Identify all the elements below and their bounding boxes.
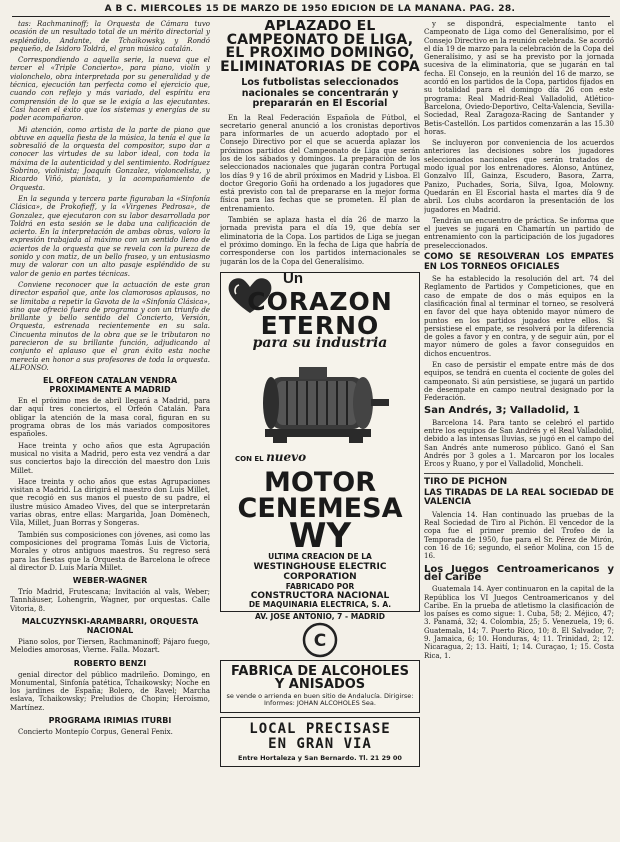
football-continued-paragraph: y se dispondrá, especialmente tanto el Campeonato de Liga como del Generalísimo, por el Consejo Directivo en la reunión celebrada. Se acordó el día 19 de marzo para la celebración de la Copa del Generalísimo, y así se ha previsto por la jornada sucesiva de la eliminatoria, que se jugarán en tal fecha. El Consejo, en la reunión del 16 de marzo, se acordó en los partidos de la Copa, partidos fijados en su totalidad para el domingo día 26 con este programa: Real Madrid-Real Valladolid, Atlético-Barcelona, Oviedo-Deportivo, Celta-Valencia, Sevilla-Sociedad, Real Zaragoza-Racing de Santander y Betis-Castellón. Los partidos comenzarán a las 15.30 horas. (424, 20, 614, 136)
juegos-paragraph: Guatemala 14. Ayer continuaron en la capital de la República los VI Juegos Centroamericanos y del Caribe. En la prueba de atletismo la clasificación de los países es como sigue: 1. Cuba, 58; 2. Méjico, 47; 3. Panamá, 32; 4. Colombia, 25; 5. Venezuela, 19; 6. Guatemala, 14; 7. Puerto Rico, 10; 8. El Salvador, 7; 9. Jamaica, 6; 10. Honduras, 4; 11. Trinidad, 2; 12. Nicaragua, 2; 13. Haití, 1; 14. Curaçao, 1; 15. Costa Rica, 1. (424, 585, 614, 660)
ad-con-el (235, 449, 307, 464)
review-paragraph: Conviene reconocer que la actuación de este gran director español que, ante los clamorosos aplausos, no se limitaba a repetir la Gavota de la «Sinfonía Clásica», sino que ofreció fuera de programa y con un triunfo de brillante y bello sentido del Concierto, Versión, Orquesta, estrenada recientemente en su sala. Cincuenta minutos de la obra que se le tributaron no parecieron de su brillante función, adjudicando al conjunto el aplauso que el gran éxito esta noche merecía en honor a sus profesores de toda la orquesta. ALFONSO. (10, 280, 210, 372)
ad-word-motor: MOTOR (264, 466, 376, 498)
alcoholes-text: se vende o arrienda en buen sitio de Andalucía. Dirigirse: Informes: JOHAN ALCOHOLES Sea. (226, 691, 414, 708)
column-2 (220, 20, 420, 832)
orfeon-paragraph: También sus composiciones con jóvenes, asi como las composiciones del programa Tomás Luis de Victoria, Morales y otros antiguos maestros. Su regreso será para las fiestas que la Orquesta de Barcelona le ofrece al director D. Luis María Millet. (10, 530, 210, 572)
ad-word-corazon: CORAZON (247, 286, 393, 316)
company-logo-icon (302, 622, 338, 658)
ad-tagline: para su industria (252, 334, 388, 351)
ad-nuevo: nuevo (266, 449, 307, 464)
football-subheadline: Los futbolistas seleccionados nacionales se concentrarán y prepararán en El Escorial (241, 77, 399, 109)
malcuzynski-headline: MALCUZYNSKI-ARAMBARRI, ORQUESTA NACIONAL (21, 617, 199, 635)
empates-headline: COMO SE RESOLVERAN LOS EMPATES EN LOS TORNEOS OFICIALES (424, 252, 614, 272)
ad-con-el-text: CON EL (235, 454, 264, 463)
juegos-headline: Los Juegos Centroamericanos y del Caribe (424, 563, 614, 583)
review-paragraph: tas: Rachmaninoff; la Orquesta de Cámara tuvo ocasión de un resultado total de un mérito directorial y espléndido, Andante, de Tchaikowsky, y Rondó pequeño, de Isidoro Toldrá, el gran músico catalán. (10, 20, 210, 53)
ad-line-5: CONSTRUCTORA NACIONAL (250, 590, 390, 601)
review-paragraph: En la segunda y tercera parte figuraban la «Sinfonía Clásica», de Prokofieff, y la «Virgenes Pedrosa», de Gonzalez, que ejecutaron con su labor desarrollada por Toldrá en esta sesión se le daba una calificación de acierto. En la interpretación de ambas obras, valoro la expresión trabajada al máximo con un sentido lleno de aciertos de la orquesta que se revela con la pureza de sonido y con matiz, de un bello fraseo, y un entusiasmo muy de valorar con un alto pasaje espléndido de su valor de genio en partes técnicas. (10, 194, 210, 278)
ad-line-2: WESTINGHOUSE ELECTRIC (253, 561, 387, 572)
ad-word-cenemesa: CENEMESA (237, 492, 403, 524)
ad-word-wy: WY (288, 515, 352, 556)
column-1 (10, 20, 210, 836)
review-paragraph: Mi atención, como artista de la parte de piano que obtuve en aquella fiesta de la música, la tenía el que la sobresalió de la orquesta del compositor, supo dar a conocer las virtudes de su labor ideal, con toda la máxima de la autenticidad y del sentimiento. Rodríguez Sobrino, violinista; Joaquín Gonzalez, violoncelista, y Ricardo Viñó, pianista, y la acompañamiento de Orquesta. (10, 125, 210, 192)
football-continued-paragraph: Se incluyeron por conveniencia de los acuerdos anteriores las decisiones sobre los jugadores seleccionados nacionales que serán tratados de modo igual por los entrenadores. Alonso, Antúnez, Gonzalvo III, Gainza, Escudero, Basora, Zarra, Panizo, Puchades, Soria, Silva, Igoa, Molowny. Quedarán en El Escorial hasta el martes día 9 de abril. Los clubs acordaron la presentación de los jugadores en Madrid. (424, 139, 614, 214)
football-continued-paragraph: Tendrán un encuentro de práctica. Se informa que el jueves se jugará en Chamartín un partido de entrenamiento con la participación de los jugadores preseleccionados. (424, 216, 614, 250)
empates-paragraph: Se ha establecido la resolución del art. 74 del Reglamento de Partidos y Competiciones, que en caso de empate de dos o más equipos en la clasificación final al terminar el torneo, se resolverá en favor del que haya obtenido mayor número de puntos en los partidos jugados entre ellos. Si persistiese el empate, se resolverá por la diferencia de goles a favor y en contra, y de seguir aún, por el mayor número de goles a favor conseguidos en dichos encuentros. (424, 275, 614, 358)
orfeon-paragraph: En el próximo mes de abril llegará a Madrid, para dar aquí tres conciertos, el Orfeón Catalán. Para obligar la atención de la masa coral, figuran en su programa obras de los más variados compositores españoles. (10, 397, 210, 439)
electric-motor-illustration (253, 359, 393, 445)
football-paragraph: También se aplaza hasta el día 26 de marzo la jornada prevista para el día 19, que debía ser eliminatoria de la Copa. Los partidos de Liga se juegan el próximo domingo. En la fecha de Liga que habría de corresponderse con los partidos internacionales se jugarán los de la Copa del Generalísimo. (220, 216, 420, 266)
tiro-paragraph: Valencia 14. Han continuado las pruebas de la Real Sociedad de Tiro al Pichón. El vencedor de la copa fue el primer premio del Trofeo de la Temporada de 1950, fue para el Sr. Pérez de Mirón, con 16 de 16; segundo, el señor Molina, con 15 de 16. (424, 510, 614, 561)
wagner-paragraph: Trío Madrid, Frutescana; Invitación al vals, Weber; Tannhäuser, Lohengrin, Wagner, por orquestas. Calle Vitoria, 8. (10, 588, 210, 613)
ad-word-un: Un (283, 271, 303, 287)
review-paragraph: Correspondiendo a aquella serie, la nueva que el tercer el «Triple Concierto», para piano, violín y violonchelo, obra interpretada por su generalidad y de técnica, ejecución tan perfecta como el ejercicio que, cuando con reflejo y más variado, del espíritu era comprensión de lo que se le exigía a las ejecutantes. Casi hacen el éxito que los sistemas y energías de su poder acompañaron. (10, 56, 210, 123)
ad-address-block (220, 612, 420, 656)
ad-line-4: FABRICADO POR (285, 581, 355, 591)
section-divider (424, 473, 614, 474)
alcoholes-title: FABRICA DE ALCOHOLES (231, 663, 409, 679)
orfeon-paragraph: Hace treinta y ocho años que esta Agrupación musical no visita a Madrid, pero esta vez vendrá a dar sus conciertos bajo la dirección del maestro don Luis Millet. (10, 441, 210, 475)
wagner-headline: WEBER-WAGNER (72, 576, 148, 586)
malcuzynski-paragraph: Piano solos, por Tiersen, Rachmaninoff; Pájaro fuego, Melodies amorosas, Vierne. Falla. Mozart. (10, 638, 210, 655)
benzi-paragraph: genial director del público madrileño. Domingo, en Monumental, Sinfonía patética, Tchaikowsky; Noche en los jardines de España; Bolero, de Ravel; Marcha eslava, Tchaikowsky; Preludios de Chopin; Heroísmo, Martínez. (10, 670, 210, 712)
san-andres-paragraph: Barcelona 14. Para tanto se celebró el partido entre los equipos de San Andrés y el Real Valladolid, debido a las intensas lluvias, se jugó en el campo del San Andrés ante numeroso público. Ganó el San Andrés por 3 goles a 1. Marcaron por los locales Ercos y Ruano, y por el Valladolid, Moncheli. (424, 418, 614, 469)
benzi-headline: ROBERTO BENZI (73, 658, 147, 668)
column-3 (424, 20, 614, 836)
local-subtitle: EN GRAN VIA (268, 735, 372, 752)
orfeon-headline: EL ORFEON CATALAN VENDRA PROXIMAMENTE A MADRID (42, 376, 178, 395)
header-rule (12, 16, 610, 17)
football-paragraph: En la Real Federación Española de Fútbol, el secretario general anunció a los cronistas deportivos para informarles de un acuerdo adoptado por el Consejo Directivo por el que se acuerda aplazar los próximos partidos del Campeonato de Liga que serán los de los sábados y domingos. La preparación de los seleccionados nacionales que jugarán contra Portugal los días 9 y 16 de abril próximos en Madrid y Lisboa. El doctor Gregorio Goñi ha ordenado a los jugadores que está previsto con tal de prepararse en la mejor forma física para las fechas que se prometen. El plan de entrenamiento. (220, 113, 420, 213)
page-header: A B C. MIERCOLES 15 DE MARZO DE 1950 EDICION DE LA MAÑANA. PAG. 28. (104, 4, 516, 14)
iturbi-headline: PROGRAMA IRIMIAS ITURBI (48, 716, 172, 726)
ad-line-1: ULTIMA CREACION DE LA (268, 551, 372, 561)
local-advertisement (220, 717, 420, 767)
tiro-headline: TIRO DE PICHON (424, 476, 508, 487)
local-text: Entre Hortaleza y San Bernardo. Tl. 21 29 00 (238, 753, 402, 762)
iturbi-paragraph: Concierto Montepío Corpus, General Fenix. (18, 728, 173, 737)
football-headline: APLAZADO EL CAMPEONATO DE LIGA, EL PROXIMO DOMINGO, ELIMINATORIAS DE COPA (220, 20, 420, 75)
motor-advertisement (220, 272, 420, 612)
local-title: LOCAL PRECISASE (249, 720, 391, 737)
ad-line-6: DE MAQUINARIA ELECTRICA, S. A. (248, 599, 392, 609)
ad-line-3: CORPORATION (283, 571, 357, 582)
alcoholes-advertisement (220, 660, 420, 713)
orfeon-paragraph: Hace treinta y ocho años que estas Agrupaciones visitan a Madrid. La dirigirá el maestro don Luis Millet, que recogió en sus manos el puesto de su padre, el ilustre músico Amadeo Vives, del que se interpretarán varias obras, entre ellas: Margarida, Joan Domènech, Vila, Millet, Juan Borras y Songeras. (10, 477, 210, 528)
ad-address: AV. JOSE ANTONIO, 7 - MADRID (254, 611, 386, 621)
alcoholes-subtitle: Y ANISADOS (274, 676, 366, 692)
empates-paragraph: En caso de persistir el empate entre más de dos equipos, se tendrá en cuenta el cociente de goles del campeonato. Si aún persistiese, se jugará un partido de desempate en campo neutral designado por la Federación. (424, 360, 614, 403)
company-logo-letter: C (313, 630, 327, 651)
tiradas-headline: LAS TIRADAS DE LA REAL SOCIEDAD DE VALENCIA (424, 487, 614, 508)
san-andres-headline: San Andrés, 3; Valladolid, 1 (424, 405, 580, 417)
ad-word-eterno: ETERNO (260, 310, 380, 340)
